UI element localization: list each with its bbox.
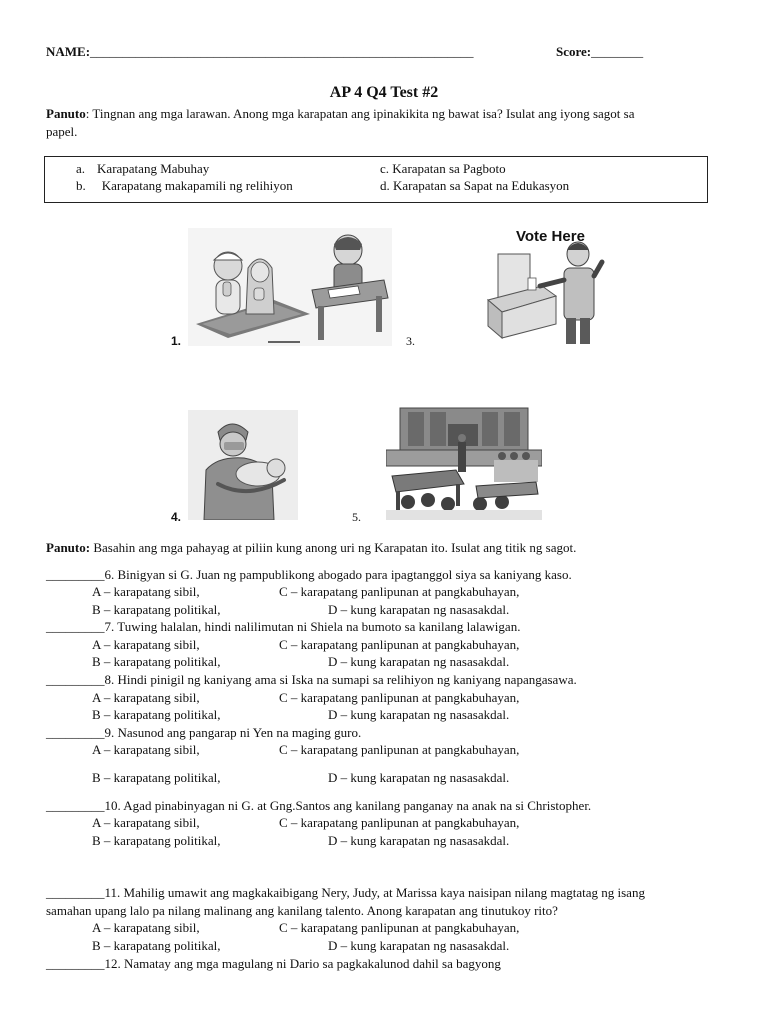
question-7: _________7. Tuwing halalan, hindi nalilimutan ni Shiela na bumoto sa kanilang lalawigan. [46, 619, 521, 634]
option-d: D – kung karapatan ng nasasakdal. [328, 602, 510, 617]
choice-d: d. Karapatan sa Sapat na Edukasyon [380, 178, 570, 193]
option-b: B – karapatang politikal, [92, 707, 221, 722]
option-c: C – karapatang panlipunan at pangkabuhayan, [279, 742, 520, 757]
doctor-baby-icon [188, 410, 298, 520]
instruction-1-line2: papel. [46, 124, 78, 139]
option-d: D – kung karapatan ng nasasakdal. [328, 654, 510, 669]
choice-a: a. Karapatang Mabuhay [76, 161, 210, 176]
option-b: B – karapatang politikal, [92, 770, 221, 785]
option-b: B – karapatang politikal, [92, 833, 221, 848]
answer-blank[interactable]: _________ [46, 619, 105, 634]
choice-b: b. Karapatang makapamili ng relihiyon [76, 178, 293, 193]
option-c: C – karapatang panlipunan at pangkabuhayan, [279, 584, 520, 599]
picture-label-3: 3. [406, 334, 415, 348]
option-c: C – karapatang panlipunan at pangkabuhayan, [279, 815, 520, 830]
answer-blank[interactable]: _________ [46, 885, 105, 900]
question-11: _________11. Mahilig umawit ang magkakaibigang Nery, Judy, at Marissa kaya naisipan nilang magtatag ng isang [46, 885, 645, 900]
option-b: B – karapatang politikal, [92, 602, 221, 617]
option-d: D – kung karapatan ng nasasakdal. [328, 938, 510, 953]
page-title: AP 4 Q4 Test #2 [329, 84, 439, 101]
score-blank[interactable]: ________ [591, 44, 644, 59]
choice-c: c. Karapatan sa Pagboto [380, 161, 506, 176]
option-d: D – kung karapatan ng nasasakdal. [328, 833, 510, 848]
answer-blank[interactable]: _________ [46, 798, 105, 813]
option-a: A – karapatang sibil, [92, 815, 200, 830]
question-6: _________6. Binigyan si G. Juan ng pampublikong abogado para ipagtanggol siya sa kaniyang kaso. [46, 567, 572, 582]
option-c: C – karapatang panlipunan at pangkabuhayan, [279, 637, 520, 652]
option-c: C – karapatang panlipunan at pangkabuhayan, [279, 690, 520, 705]
name-blank[interactable]: ___________________________________________________________ [90, 44, 474, 59]
option-a: A – karapatang sibil, [92, 637, 200, 652]
praying-children-icon [188, 228, 392, 346]
option-b: B – karapatang politikal, [92, 938, 221, 953]
option-c: C – karapatang panlipunan at pangkabuhayan, [279, 920, 520, 935]
option-a: A – karapatang sibil, [92, 742, 200, 757]
picture-label-4: 4. [171, 510, 182, 524]
question-10: _________10. Agad pinabinyagan ni G. at Gng.Santos ang kanilang panganay na anak na si Christopher. [46, 798, 592, 813]
question-12: _________12. Namatay ang mga magulang ni Dario sa pagkakalunod dahil sa bagyong [46, 956, 501, 971]
answer-blank[interactable]: _________ [46, 956, 105, 971]
question-11-line2: samahan upang lalo pa nilang malinang ang kanilang talento. Anong karapatan ang tinutukoy rito? [46, 903, 558, 918]
instruction-2: Panuto: Basahin ang mga pahayag at piliin kung anong uri ng Karapatan ito. Isulat ang titik ng sagot. [46, 540, 577, 555]
option-a: A – karapatang sibil, [92, 690, 200, 705]
option-d: D – kung karapatan ng nasasakdal. [328, 770, 510, 785]
courtroom-icon [386, 404, 542, 520]
option-d: D – kung karapatan ng nasasakdal. [328, 707, 510, 722]
option-a: A – karapatang sibil, [92, 584, 200, 599]
option-a: A – karapatang sibil, [92, 920, 200, 935]
answer-blank[interactable]: _________ [46, 567, 105, 582]
option-b: B – karapatang politikal, [92, 654, 221, 669]
vote-here-sign: Vote Here [516, 228, 585, 245]
answer-blank[interactable]: _________ [46, 725, 105, 740]
answer-blank[interactable]: _________ [46, 672, 105, 687]
picture-label-1: 1. [171, 334, 182, 348]
question-9: _________9. Nasunod ang pangarap ni Yen na maging guro. [46, 725, 362, 740]
name-label: NAME:___________________________________________________________ [46, 44, 474, 59]
instruction-1: Panuto: Tingnan ang mga larawan. Anong mga karapatan ang ipinakikita ng bawat isa? Isulat ang iyong sagot sa [46, 106, 635, 121]
question-8: _________8. Hindi pinigil ng kaniyang ama si Iska na sumapi sa relihiyon ng kaniyang napangasawa. [46, 672, 577, 687]
score-label: Score:________ [556, 44, 644, 59]
picture-label-5: 5. [352, 510, 361, 524]
